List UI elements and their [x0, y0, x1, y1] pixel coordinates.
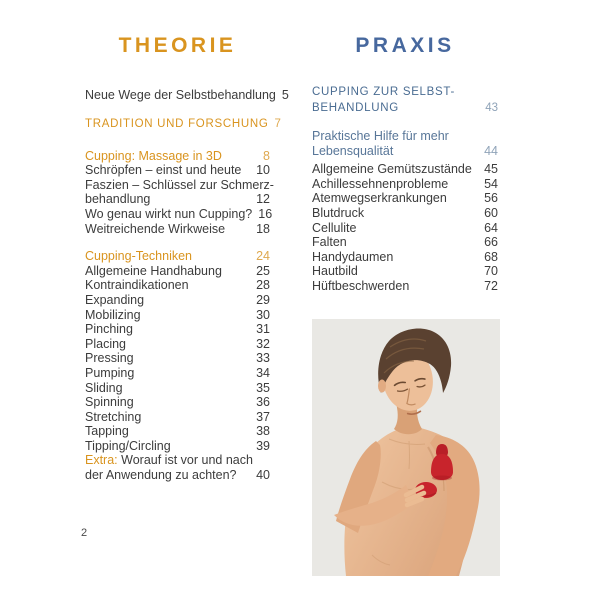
toc-label: Allgemeine Gemütszustände	[312, 162, 472, 177]
toc-entry	[85, 322, 270, 337]
page-number: 2	[81, 527, 88, 539]
toc-label: Cupping: Massage in 3D	[85, 148, 222, 163]
toc-page-number: 38	[256, 424, 270, 439]
toc-line	[312, 221, 498, 236]
toc-entry	[85, 249, 270, 264]
toc-entry	[312, 129, 498, 158]
toc-page-number: 33	[256, 351, 270, 366]
toc-entry	[85, 293, 270, 308]
toc-line	[85, 453, 270, 468]
toc-entry	[312, 84, 498, 116]
toc-label: Cupping-Techniken	[85, 249, 193, 264]
toc-label: Spinning	[85, 395, 134, 410]
toc-line	[85, 206, 273, 222]
toc-label: Expanding	[85, 292, 145, 307]
toc-line	[85, 88, 289, 103]
toc-entry	[85, 439, 270, 454]
praxis-heading: PRAXIS	[355, 34, 455, 57]
toc-entry	[312, 264, 498, 279]
toc-page-number: 31	[256, 322, 270, 337]
praxis-entries	[312, 84, 498, 294]
toc-page-number: 12	[256, 192, 270, 207]
toc-label: Placing	[85, 336, 126, 351]
toc-page-number: 60	[484, 205, 498, 220]
toc-line	[312, 162, 498, 177]
toc-line	[312, 250, 498, 265]
toc-line	[85, 163, 270, 178]
toc-line	[85, 149, 270, 164]
toc-entry	[85, 177, 274, 207]
toc-line	[85, 192, 270, 207]
toc-entry	[85, 366, 270, 381]
toc-label: Hautbild	[312, 264, 358, 279]
toc-page-number: 40	[256, 468, 270, 483]
toc-label: behandlung	[85, 192, 151, 207]
toc-label: Pinching	[85, 322, 133, 337]
toc-page-number: 24	[256, 249, 270, 264]
toc-label: Weitreichende Wirkweise	[85, 221, 226, 236]
toc-entry	[312, 191, 498, 206]
toc-line	[312, 279, 498, 294]
toc-entry	[85, 453, 270, 482]
toc-line	[85, 395, 270, 410]
toc-line	[85, 222, 270, 237]
theorie-heading: THEORIE	[118, 34, 237, 57]
toc-entry	[85, 222, 270, 237]
toc-page-number: 45	[484, 162, 498, 177]
toc-label: TRADITION UND FORSCHUNG	[85, 117, 269, 130]
toc-entry	[312, 279, 498, 294]
toc-entry	[312, 235, 498, 250]
toc-label: Wo genau wirkt nun Cupping?	[85, 206, 253, 221]
toc-page-number: 66	[484, 235, 498, 250]
toc-entry	[312, 162, 498, 177]
toc-page-number: 35	[256, 380, 270, 395]
toc-line	[85, 424, 270, 439]
theorie-entries	[85, 88, 289, 483]
toc-page-number: 25	[256, 263, 270, 278]
toc-line	[312, 177, 498, 192]
toc-entry	[85, 149, 270, 164]
toc-entry	[85, 116, 281, 132]
toc-label: der Anwendung zu achten?	[85, 468, 237, 483]
toc-line	[85, 381, 270, 396]
toc-page-number: 36	[256, 395, 270, 410]
toc-line	[85, 293, 270, 308]
ear	[378, 380, 386, 393]
toc-entry	[85, 395, 270, 410]
toc-line	[85, 249, 270, 264]
toc-line	[85, 177, 274, 193]
toc-line	[312, 206, 498, 221]
toc-line	[312, 144, 498, 159]
toc-page-number: 30	[256, 307, 270, 322]
toc-line	[312, 84, 498, 100]
toc-page-number: 64	[484, 220, 498, 235]
toc-line	[85, 308, 270, 323]
toc-entry	[312, 206, 498, 221]
toc-entry	[85, 163, 270, 178]
toc-label: Falten	[312, 235, 347, 250]
toc-label: Extra: Worauf ist vor und nach	[85, 453, 253, 468]
toc-page-number: 29	[256, 292, 270, 307]
toc-line	[312, 100, 498, 116]
toc-page-number: 70	[484, 264, 498, 279]
toc-page-number: 54	[484, 176, 498, 191]
toc-page-number: 43	[485, 102, 498, 114]
toc-label: Tipping/Circling	[85, 438, 171, 453]
toc-line	[85, 439, 270, 454]
toc-page-number: 56	[484, 191, 498, 206]
toc-label: Handydaumen	[312, 249, 394, 264]
toc-label: Blutdruck	[312, 205, 365, 220]
toc-line	[85, 351, 270, 366]
toc-line	[85, 410, 270, 425]
toc-label: CUPPING ZUR SELBST-	[312, 86, 456, 98]
toc-entry	[85, 264, 270, 279]
toc-page-number: 68	[484, 249, 498, 264]
toc-page-number: 37	[256, 409, 270, 424]
toc-entry	[85, 88, 289, 103]
toc-line	[85, 264, 270, 279]
toc-line	[312, 235, 498, 250]
toc-label: Achillessehnenprobleme	[312, 176, 449, 191]
toc-line	[85, 116, 281, 132]
toc-label: Atemwegserkrankungen	[312, 191, 447, 206]
toc-label: Faszien – Schlüssel zur Schmerz-	[85, 177, 274, 192]
toc-entry	[85, 351, 270, 366]
toc-line	[312, 264, 498, 279]
toc-page-number: 28	[256, 278, 270, 293]
toc-label: Hüftbeschwerden	[312, 278, 410, 293]
toc-page-number: 18	[256, 221, 270, 236]
toc-entry	[85, 337, 270, 352]
toc-page-number: 32	[256, 336, 270, 351]
toc-page-number: 16	[258, 206, 273, 221]
toc-entry	[85, 308, 270, 323]
toc-label: Sliding	[85, 380, 123, 395]
toc-label: Praktische Hilfe für mehr	[312, 129, 449, 143]
toc-line	[312, 191, 498, 206]
toc-label: Pressing	[85, 351, 134, 366]
toc-label: Allgemeine Handhabung	[85, 263, 222, 278]
toc-line	[85, 337, 270, 352]
toc-line	[312, 129, 498, 144]
toc-page-number: 10	[256, 163, 270, 178]
toc-label: Stretching	[85, 409, 142, 424]
toc-entry	[85, 381, 270, 396]
toc-entry	[85, 410, 270, 425]
toc-line	[85, 278, 270, 293]
toc-page-number: 5	[281, 88, 289, 102]
toc-label: Pumping	[85, 365, 135, 380]
toc-label: Neue Wege der Selbstbehandlung	[85, 88, 276, 102]
toc-label-prefix: Extra:	[85, 453, 118, 468]
toc-label: Cellulite	[312, 220, 357, 235]
toc-page-number: 8	[263, 148, 270, 163]
toc-entry	[85, 206, 273, 222]
cupping-photo-illustration	[312, 319, 500, 576]
toc-page-number: 44	[484, 143, 498, 158]
toc-line	[85, 322, 270, 337]
toc-entry	[85, 278, 270, 293]
toc-label: Tapping	[85, 424, 129, 439]
toc-line	[85, 366, 270, 381]
toc-page-number: 7	[274, 117, 281, 130]
toc-label: Mobilizing	[85, 307, 141, 322]
toc-label: Kontraindikationen	[85, 278, 189, 293]
toc-label: Schröpfen – einst und heute	[85, 163, 242, 178]
toc-entry	[85, 424, 270, 439]
toc-entry	[312, 250, 498, 265]
toc-entry	[312, 221, 498, 236]
theorie-column	[85, 0, 289, 600]
toc-page-number: 72	[484, 278, 498, 293]
toc-entry	[312, 177, 498, 192]
toc-label: BEHANDLUNG	[312, 102, 399, 114]
photo-man-self-cupping	[312, 319, 500, 576]
toc-label: Lebensqualität	[312, 143, 394, 158]
toc-line	[85, 468, 270, 483]
toc-page-number: 39	[256, 438, 270, 453]
toc-page-number: 34	[256, 365, 270, 380]
